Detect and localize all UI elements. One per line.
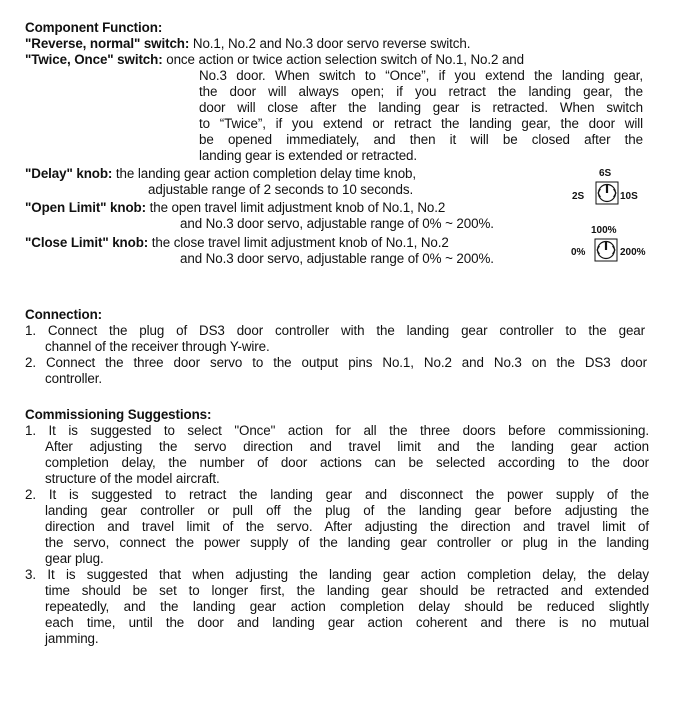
twice-switch-line: door will close after the landing gear is retracted. When switch <box>199 100 643 115</box>
open-limit-line: and No.3 door servo, adjustable range of 0% ~ 200%. <box>180 216 494 231</box>
limit-knob-top-label: 100% <box>591 225 617 236</box>
twice-switch-label: "Twice, Once" switch: <box>25 52 163 67</box>
delay-knob-max-label: 10S <box>620 191 638 202</box>
commissioning-line: 2. It is suggested to retract the landing gear and disconnect the power supply of the <box>25 487 649 502</box>
commissioning-heading: Commissioning Suggestions: <box>25 407 212 422</box>
commissioning-line: 1. It is suggested to select "Once" action for all the three doors before commissioning. <box>25 423 649 438</box>
commissioning-line: time should be set to longer first, the landing gear should be retracted and extended <box>45 583 649 598</box>
delay-knob-row <box>25 166 416 182</box>
delay-knob-top-label: 6S <box>599 168 612 179</box>
open-limit-row <box>25 200 445 216</box>
commissioning-line: 3. It is suggested that when adjusting the landing gear action completion delay, the delay <box>25 567 649 582</box>
commissioning-line: jamming. <box>45 631 99 646</box>
twice-switch-line: the door will always open; if you retract the landing gear, the <box>199 84 643 99</box>
commissioning-line: landing gear controller or pull off the plug of the landing gear before adjusting the <box>45 503 649 518</box>
twice-switch-line: No.3 door. When switch to “Once”, if you extend the landing gear, <box>199 68 643 83</box>
close-limit-line: and No.3 door servo, adjustable range of 0% ~ 200%. <box>180 251 494 266</box>
commissioning-line: gear plug. <box>45 551 104 566</box>
connection-line: 1. Connect the plug of DS3 door controller with the landing gear controller to the gear <box>25 323 645 338</box>
commissioning-line: each time, until the door and landing gear action coherent and there is no mutual <box>45 615 649 630</box>
close-limit-text: the close travel limit adjustment knob of No.1, No.2 <box>151 235 449 250</box>
delay-knob-min-label: 2S <box>572 191 585 202</box>
delay-knob-diagram <box>569 168 649 212</box>
delay-knob-line: adjustable range of 2 seconds to 10 seconds. <box>148 182 414 197</box>
twice-switch-line: landing gear is extended or retracted. <box>199 148 418 163</box>
connection-line: controller. <box>45 371 102 386</box>
delay-knob-icon <box>595 181 619 205</box>
commissioning-line: structure of the model aircraft. <box>45 471 220 486</box>
open-limit-label: "Open Limit" knob: <box>25 200 146 215</box>
commissioning-line: direction and travel limit of the servo. After adjusting the direction and travel limit of <box>45 519 649 534</box>
limit-knob-diagram <box>569 225 653 269</box>
reverse-switch-label: "Reverse, normal" switch: <box>25 36 190 51</box>
commissioning-line: After adjusting the servo direction and travel limit and the landing gear action <box>45 439 649 454</box>
connection-line: 2. Connect the three door servo to the output pins No.1, No.2 and No.3 on the DS3 door <box>25 355 647 370</box>
delay-knob-text: the landing gear action completion delay time knob, <box>115 166 417 181</box>
reverse-switch-row <box>25 36 470 52</box>
limit-knob-max-label: 200% <box>620 247 646 258</box>
twice-switch-text: once action or twice action selection switch of No.1, No.2 and <box>166 52 524 67</box>
commissioning-line: the servo, connect the power supply of the landing gear controller or plug in the landing <box>45 535 649 550</box>
connection-line: channel of the receiver through Y-wire. <box>45 339 270 354</box>
reverse-switch-text: No.1, No.2 and No.3 door servo reverse switch. <box>192 36 471 51</box>
delay-knob-label: "Delay" knob: <box>25 166 113 181</box>
limit-knob-min-label: 0% <box>571 247 586 258</box>
close-limit-label: "Close Limit" knob: <box>25 235 149 250</box>
component-function-heading: Component Function: <box>25 20 163 35</box>
twice-switch-row <box>25 52 524 68</box>
commissioning-line: repeatedly, and the landing gear action completion delay should be reduced slightly <box>45 599 649 614</box>
connection-heading: Connection: <box>25 307 103 322</box>
commissioning-line: completion delay, the number of door actions can be selected according to the door <box>45 455 649 470</box>
twice-switch-line: to “Twice”, if you extend or retract the landing gear, the door will <box>199 116 643 131</box>
limit-knob-icon <box>594 238 618 262</box>
open-limit-text: the open travel limit adjustment knob of No.1, No.2 <box>149 200 446 215</box>
twice-switch-line: be opened immediately, and then it will be closed after the <box>199 132 643 147</box>
close-limit-row <box>25 235 449 251</box>
